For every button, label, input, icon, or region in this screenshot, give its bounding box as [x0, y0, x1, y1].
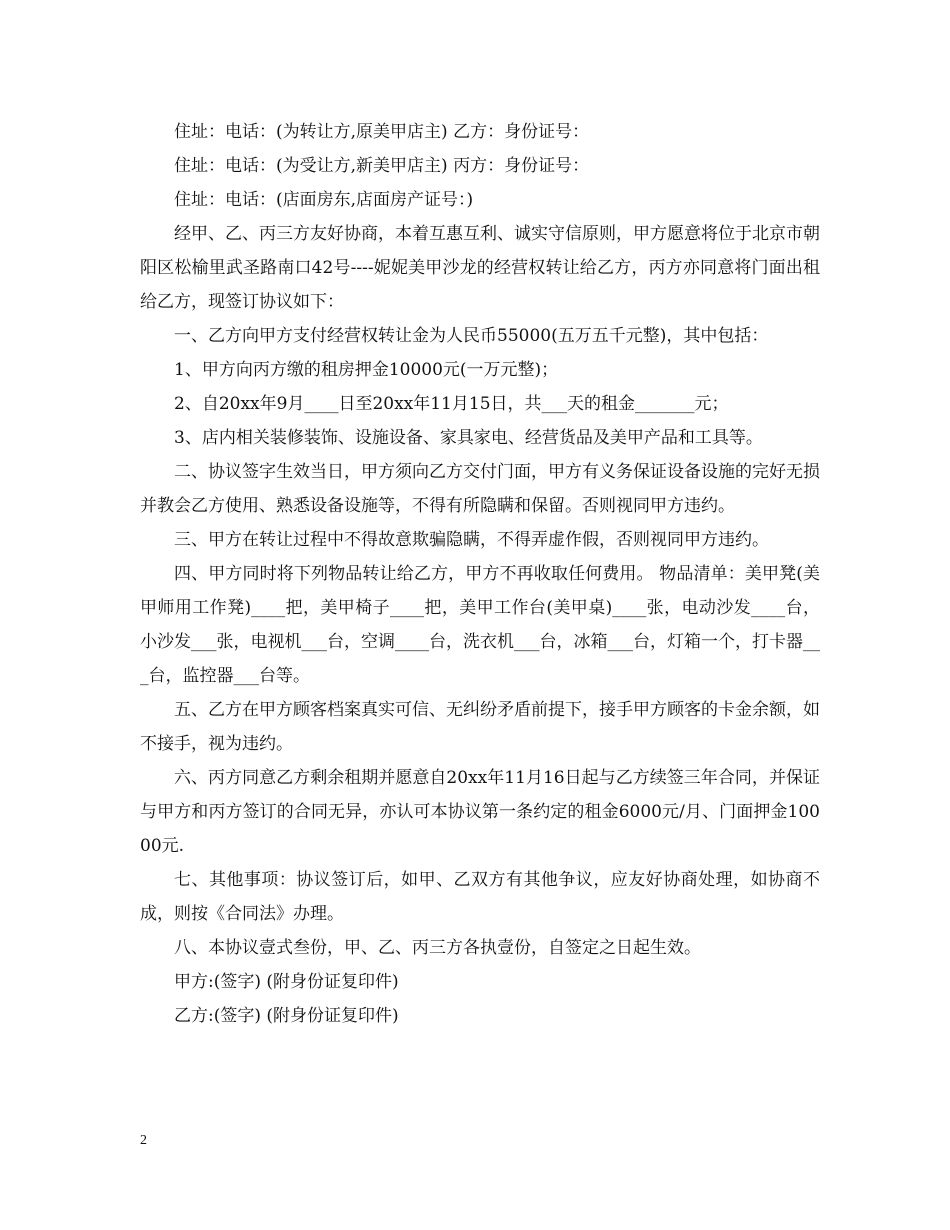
party-c-address-line: 住址：电话：(店面房东,店面房产证号：) — [174, 190, 474, 210]
page-number: 2 — [140, 1133, 147, 1148]
party-a-address-line: 住址：电话：(为转让方,原美甲店主) 乙方：身份证号： — [174, 122, 590, 142]
party-b-signature-line: 乙方:(签字) (附身份证复印件) — [174, 1006, 399, 1026]
clause-1-item-3: 3、店内相关装修装饰、设施设备、家具家电、经营货品及美甲产品和工具等。 — [174, 428, 763, 448]
clause-1: 一、乙方向甲方支付经营权转让金为人民币55000(五万五千元整)，其中包括： — [174, 326, 769, 346]
clause-3: 三、甲方在转让过程中不得故意欺骗隐瞒，不得弄虚作假，否则视同甲方违约。 — [174, 530, 769, 550]
clause-5: 五、乙方在甲方顾客档案真实可信、无纠纷矛盾前提下，接手甲方顾客的卡金余额，如不接手，视为违约。 — [140, 700, 820, 754]
clause-1-item-1: 1、甲方向丙方缴的租房押金10000元(一万元整)； — [174, 360, 559, 380]
clause-1-item-2: 2、自20xx年9月____日至20xx年11月15日，共___天的租金_______元； — [174, 394, 729, 414]
document-body — [140, 115, 820, 1033]
party-a-signature-line: 甲方:(签字) (附身份证复印件) — [174, 972, 399, 992]
clause-8: 八、本协议壹式叁份，甲、乙、丙三方各执壹份，自签定之日起生效。 — [174, 938, 701, 958]
agreement-preamble: 经甲、乙、丙三方友好协商，本着互惠互利、诚实守信原则，甲方愿意将位于北京市朝阳区松榆里武圣路南口42号----妮妮美甲沙龙的经营权转让给乙方，丙方亦同意将门面出租给乙方，现签订协议如下： — [140, 224, 820, 312]
party-b-address-line: 住址：电话：(为受让方,新美甲店主) 丙方：身份证号： — [174, 156, 590, 176]
clause-6: 六、丙方同意乙方剩余租期并愿意自20xx年11月16日起与乙方续签三年合同，并保证与甲方和丙方签订的合同无异，亦认可本协议第一条约定的租金6000元/月、门面押金10000元. — [140, 768, 820, 856]
clause-2: 二、协议签字生效当日，甲方须向乙方交付门面，甲方有义务保证设备设施的完好无损并教会乙方使用、熟悉设备设施等，不得有所隐瞒和保留。否则视同甲方违约。 — [140, 462, 820, 516]
clause-4: 四、甲方同时将下列物品转让给乙方，甲方不再收取任何费用。 物品清单：美甲凳(美甲师用工作凳)____把，美甲椅子____把，美甲工作台(美甲桌)____张，电动沙发____台，小沙发___张，电视机___台，空调____台，洗衣机___台，冰箱___台，灯箱一个，打卡器___台，监控器___台等。 — [140, 564, 820, 686]
clause-7: 七、其他事项：协议签订后，如甲、乙双方有其他争议，应友好协商处理，如协商不成，则按《合同法》办理。 — [140, 870, 820, 924]
